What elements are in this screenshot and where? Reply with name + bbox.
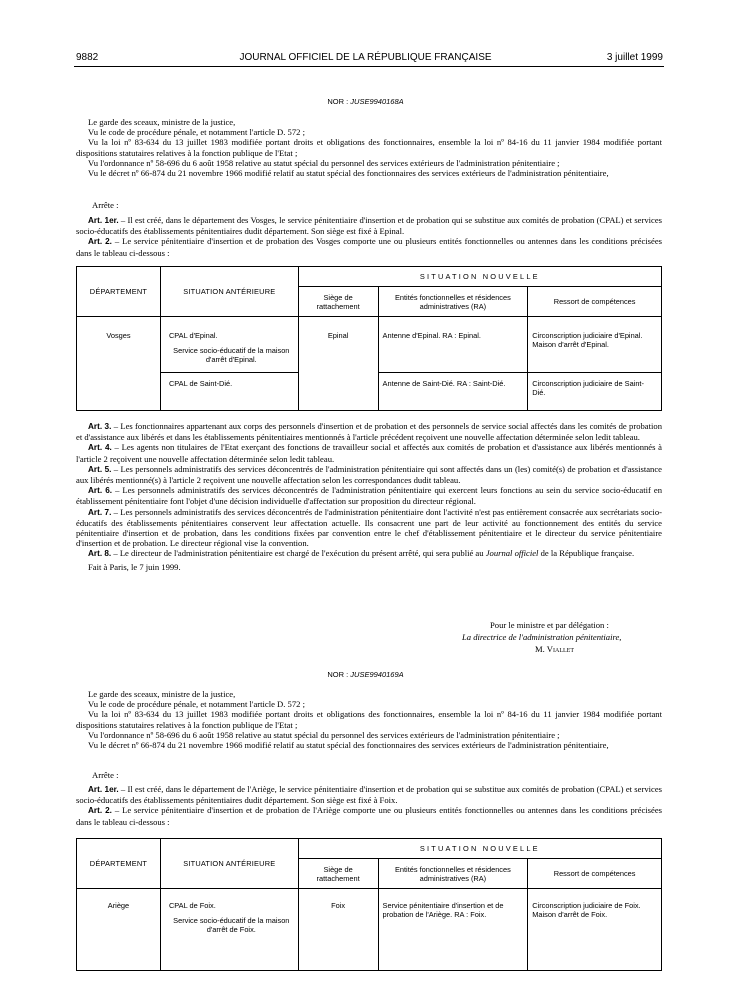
cell-departement: Vosges — [77, 317, 161, 411]
cell-anterieure: CPAL de Foix. Service socio-éducatif de la maison d'arrêt de Foix. — [160, 889, 298, 971]
preamble-line: Vu la loi nº 83-634 du 13 juillet 1983 modifiée portant droits et obligations des fonctionnaires, ensemble la loi nº 84-16 du 11 janvier 1984 modifiée portant dispositions statutaires relatives à la fonction publique de l'Etat ; — [76, 137, 662, 158]
nor-reference-2 — [0, 670, 731, 679]
decree2-arrete — [76, 770, 662, 780]
arrete-label: Arrête : — [92, 770, 119, 780]
decree1-articles-3-8 — [76, 421, 662, 572]
col-entites: Entités fonctionnelles et résidences administratives (RA) — [378, 287, 528, 317]
cell-entites: Antenne de Saint-Dié. RA : Saint-Dié. — [378, 373, 528, 411]
cell-siege: Foix — [298, 889, 378, 971]
preamble-line: Vu le décret nº 66-874 du 21 novembre 1966 modifié relatif au statut spécial des fonctionnaires des services extérieurs de l'administration pénitentiaire, — [88, 740, 609, 751]
nor-reference-1 — [0, 97, 731, 106]
col-situation-anterieure: SITUATION ANTÉRIEURE — [160, 839, 298, 889]
article-1: Art. 1er. – Il est créé, dans le département de l'Ariège, le service pénitentiaire d'insertion et de probation qui se substitue aux comités de probation (CPAL) et services socio-éducatifs des établissements pénitentiaires dudit département. Son siège est fixé à Foix. — [76, 784, 662, 806]
decree1-arrete — [76, 200, 662, 210]
col-situation-anterieure: SITUATION ANTÉRIEURE — [160, 267, 298, 317]
table-row — [77, 889, 662, 971]
article-8: Art. 8. – Le directeur de l'administration pénitentiaire est chargé de l'exécution du présent arrêté, qui sera publié au Journal officiel de la République française. — [88, 548, 635, 559]
col-departement: DÉPARTEMENT — [77, 839, 161, 889]
preamble-line: Vu l'ordonnance nº 58-696 du 6 août 1958 relative au statut spécial du personnel des services extérieurs de l'administration pénitentiaire ; — [88, 157, 560, 168]
col-ressort: Ressort de compétences — [528, 859, 662, 889]
article-7: Art. 7. – Les personnels administratifs des services déconcentrés de l'administration pénitentiaire dont l'activité n'est pas entièrement consacrée aux secrétariats socio-éducatifs des établissements pénitentiaires conservent leur affectation actuelle. Ils consacrent une part de leur activité au fonctionnement des entités du service pénitentiaire d'insertion et de probation, dans les conditions fixées par convention entre le chef d'établissement pénitentiaire et le directeur du service pénitentiaire d'insertion et de probation. Le directeur régional vise la convention. — [76, 506, 662, 549]
col-ressort: Ressort de compétences — [528, 287, 662, 317]
decree2-articles-1-2 — [76, 784, 662, 827]
table-row — [77, 317, 662, 373]
preamble-line: Vu la loi nº 83-634 du 13 juillet 1983 modifiée portant droits et obligations des fonctionnaires, ensemble la loi nº 84-16 du 11 janvier 1984 modifiée portant dispositions statutaires relatives à la fonction publique de l'Etat ; — [76, 709, 662, 730]
nor-label: NOR : — [327, 670, 349, 679]
preamble-line: Vu le décret nº 66-874 du 21 novembre 1966 modifié relatif au statut spécial des fonctionnaires des services extérieurs de l'administration pénitentiaire, — [88, 168, 609, 179]
preamble-line: Vu le code de procédure pénale, et notamment l'article D. 572 ; — [88, 699, 305, 710]
article-2: Art. 2. – Le service pénitentiaire d'insertion et de probation des Vosges comporte une ou plusieurs entités fonctionnelles ou antennes dans les conditions précisées dans le tableau ci-dessous : — [76, 236, 662, 258]
cell-anterieure: CPAL de Saint-Dié. — [160, 373, 298, 411]
article-2: Art. 2. – Le service pénitentiaire d'insertion et de probation de l'Ariège comporte une ou plusieurs entités fonctionnelles ou antennes dans les conditions précisées dans le tableau ci-dessous : — [76, 805, 662, 827]
col-siege: Siège de rattachement — [298, 859, 378, 889]
page-number: 9882 — [76, 52, 99, 63]
arrete-label: Arrête : — [92, 200, 119, 210]
cell-siege: Epinal — [298, 317, 378, 411]
nor-code: JUSE9940169A — [350, 670, 404, 679]
col-siege: Siège de rattachement — [298, 287, 378, 317]
nor-label: NOR : — [327, 97, 349, 106]
signature-date: Fait à Paris, le 7 juin 1999. — [88, 561, 181, 572]
decree1-articles-1-2 — [76, 215, 662, 258]
decree2-table — [76, 838, 662, 971]
decree1-table — [76, 266, 662, 411]
preamble-line: Vu le code de procédure pénale, et notamment l'article D. 572 ; — [88, 127, 305, 138]
article-5: Art. 5. – Les personnels administratifs des services déconcentrés de l'administration pénitentiaire qui sont affectés dans un (les) comité(s) de probation et d'assistance aux libérés mentionné(s) à l'article 2 reçoivent une nouvelle affectation selon les correspondances dudit tableau. — [76, 463, 662, 486]
col-departement: DÉPARTEMENT — [77, 267, 161, 317]
preamble-line: Le garde des sceaux, ministre de la justice, — [88, 117, 236, 127]
article-1: Art. 1er. – Il est créé, dans le département des Vosges, le service pénitentiaire d'insertion et de probation qui se substitue aux comités de probation (CPAL) et services socio-éducatifs des établissements pénitentiaires dudit département. Son siège est fixé à Epinal. — [76, 215, 662, 237]
cell-entites: Service pénitentiaire d'insertion et de probation de l'Ariège. RA : Foix. — [378, 889, 528, 971]
cell-entites: Antenne d'Epinal. RA : Epinal. — [378, 317, 528, 373]
preamble-line: Le garde des sceaux, ministre de la justice, — [88, 689, 236, 699]
decree1-preamble — [76, 117, 662, 178]
journal-title: JOURNAL OFFICIEL DE LA RÉPUBLIQUE FRANÇAISE — [239, 52, 492, 63]
header-rule — [74, 66, 664, 67]
col-entites: Entités fonctionnelles et résidences administratives (RA) — [378, 859, 528, 889]
issue-date: 3 juillet 1999 — [606, 52, 663, 63]
cell-ressort: Circonscription judiciaire de Saint-Dié. — [528, 373, 662, 411]
signature-line-2: La directrice de l'administration pénitentiaire, — [462, 632, 622, 642]
cell-anterieure: CPAL d'Epinal. Service socio-éducatif de la maison d'arrêt d'Epinal. — [160, 317, 298, 373]
article-6: Art. 6. – Les personnels administratifs des services déconcentrés de l'administration pénitentiaire qui exercent leurs fonctions au sein du service socio-éducatif en établissement pénitentiaire font l'objet d'une décision individuelle d'affectation sur proposition du directeur régional. — [76, 485, 662, 507]
article-4: Art. 4. – Les agents non titulaires de l'Etat exerçant des fonctions de travailleur social et affectés aux comités de probation et d'assistance aux libérés mentionnés à l'article 2 reçoivent une nouvelle affectation déterminée selon ledit tableau. — [76, 442, 662, 464]
cell-departement: Ariège — [77, 889, 161, 971]
cell-ressort: Circonscription judiciaire d'Epinal. Maison d'arrêt d'Epinal. — [528, 317, 662, 373]
article-3: Art. 3. – Les fonctionnaires appartenant aux corps des personnels d'insertion et de probation et des personnels de service social affectés dans les comités de probation et d'assistance aux libérés et dans les établissements pénitentiaires mentionnés à l'article précédent reçoivent une nouvelle affectation déterminée selon ledit tableau. — [76, 421, 662, 443]
cell-ressort: Circonscription judiciaire de Foix. Maison d'arrêt de Foix. — [528, 889, 662, 971]
nor-code: JUSE9940168A — [350, 97, 404, 106]
col-situation-nouvelle: SITUATION NOUVELLE — [298, 839, 661, 859]
preamble-line: Vu l'ordonnance nº 58-696 du 6 août 1958 relative au statut spécial du personnel des services extérieurs de l'administration pénitentiaire ; — [88, 729, 560, 740]
signature-line-3: M. Viallet — [535, 644, 574, 654]
decree2-preamble — [76, 689, 662, 750]
col-situation-nouvelle: SITUATION NOUVELLE — [298, 267, 661, 287]
signature-line-1: Pour le ministre et par délégation : — [490, 620, 609, 630]
